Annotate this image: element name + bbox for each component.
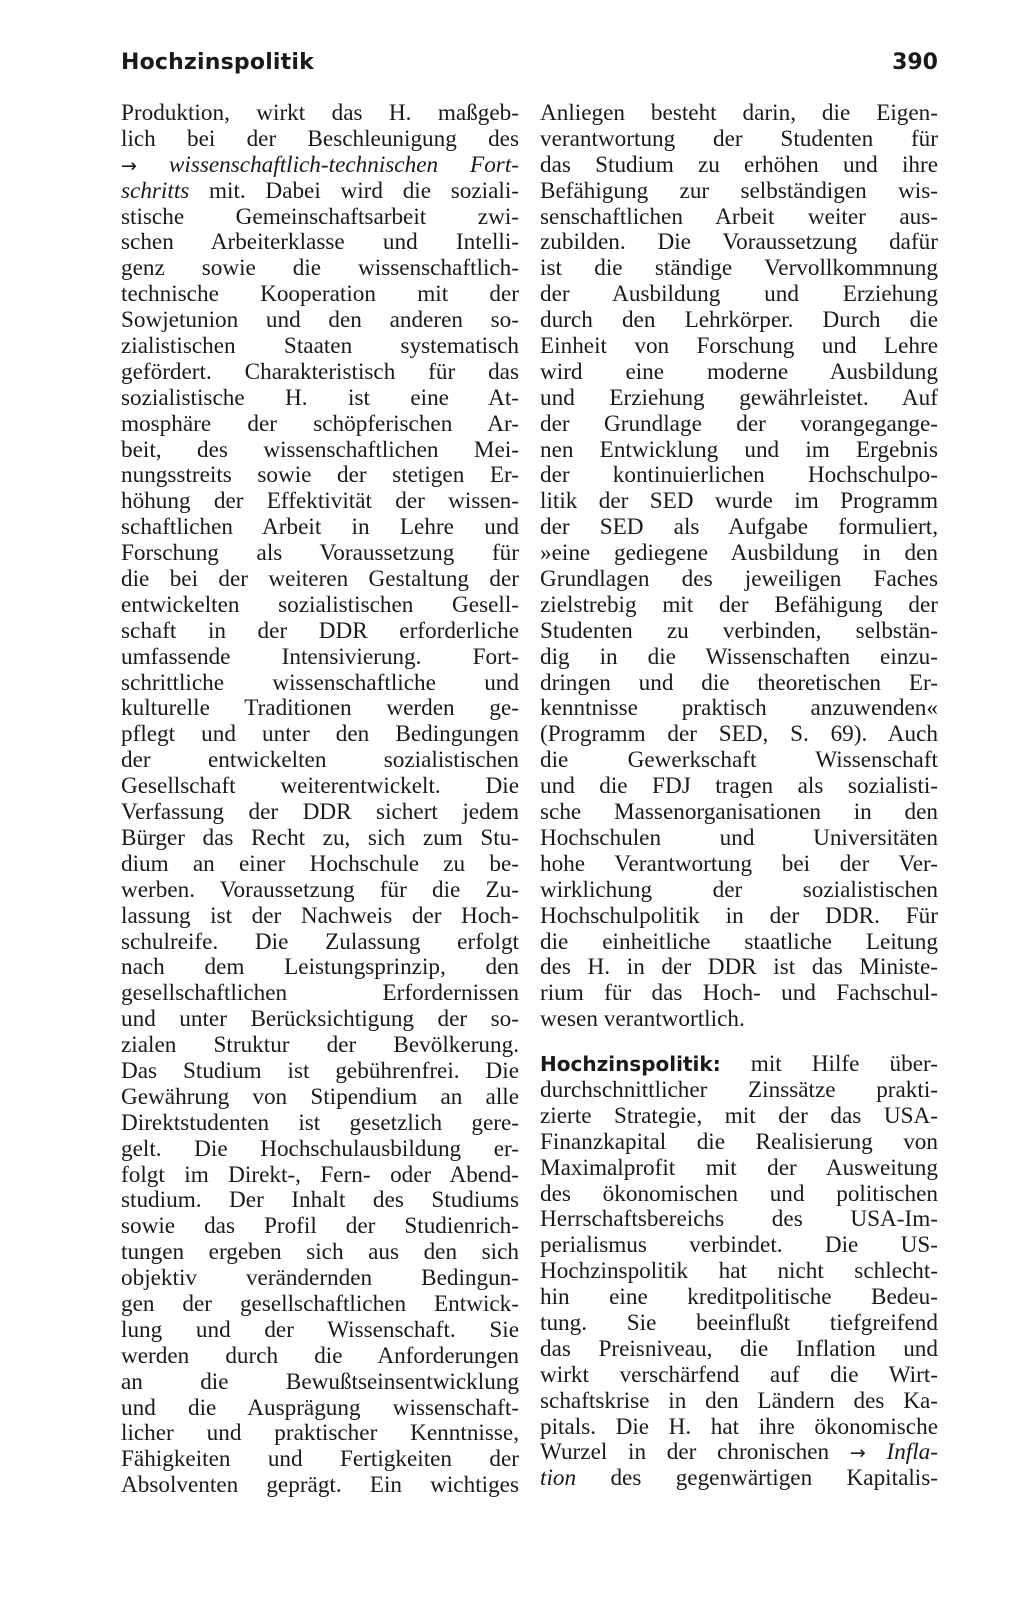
text-line: dig in die Wissenschaften einzu- <box>540 644 938 670</box>
text-line: Forschung als Voraussetzung für <box>121 541 519 567</box>
text-line: des H. in der DDR ist das Ministe- <box>540 955 938 981</box>
text-line: durch den Lehrkörper. Durch die <box>540 308 938 334</box>
text-line: Sowjetunion und den anderen so- <box>121 308 519 334</box>
text-line: der Grundlage der vorangegange- <box>540 411 938 437</box>
text-line: Studenten zu verbinden, selbstän- <box>540 618 938 644</box>
text-line: zubilden. Die Voraussetzung dafür <box>540 230 938 256</box>
text-line: nen Entwicklung und im Ergebnis <box>540 437 938 463</box>
text-line: Hochschulen und Universitäten <box>540 825 938 851</box>
text-line: und Erziehung gewährleistet. Auf <box>540 385 938 411</box>
text-line: Gewährung von Stipendium an alle <box>121 1084 519 1110</box>
cross-reference-link[interactable]: tion <box>540 1466 577 1492</box>
text-line: werben. Voraussetzung für die Zu- <box>121 877 519 903</box>
text-line: stische Gemeinschaftsarbeit zwi- <box>121 204 519 230</box>
text-line: studium. Der Inhalt des Studiums <box>121 1188 519 1214</box>
text-fragment: mit Hilfe über- <box>720 1052 938 1078</box>
text-fragment: des gegenwärtigen Kapitalis- <box>576 1466 938 1492</box>
text-line: Absolventen geprägt. Ein wichtiges <box>121 1473 519 1499</box>
text-line: die Gewerkschaft Wissenschaft <box>540 748 938 774</box>
text-line: wesen verantwortlich. <box>540 1007 745 1033</box>
text-line: gefördert. Charakteristisch für das <box>121 359 519 385</box>
text-line: genz sowie die wissenschaftlich- <box>121 256 519 282</box>
text-line: umfassende Intensivierung. Fort- <box>121 644 519 670</box>
text-line: Einheit von Forschung und Lehre <box>540 334 938 360</box>
text-line: zierte Strategie, mit der das USA- <box>540 1103 938 1129</box>
text-line: zialistischen Staaten systematisch <box>121 334 519 360</box>
text-line: lung und der Wissenschaft. Sie <box>121 1317 519 1343</box>
text-line: verantwortung der Studenten für <box>540 126 938 152</box>
text-line: an die Bewußtseinsentwicklung <box>121 1369 519 1395</box>
entry-separator <box>540 1033 938 1052</box>
text-line: das Preisniveau, die Inflation und <box>540 1336 938 1362</box>
cross-reference-arrow-icon: → <box>121 154 137 177</box>
text-line: (Programm der SED, S. 69). Auch <box>540 722 938 748</box>
text-line <box>121 179 519 205</box>
text-line: pitals. Die H. hat ihre ökonomische <box>540 1414 938 1440</box>
text-line: schulreife. Die Zulassung erfolgt <box>121 929 519 955</box>
text-line: zialen Struktur der Bevölkerung. <box>121 1033 519 1059</box>
text-line: dium an einer Hochschule zu be- <box>121 851 519 877</box>
text-line: schaftskrise in den Ländern des Ka- <box>540 1388 938 1414</box>
text-line: Hochzinspolitik hat nicht schlecht- <box>540 1259 938 1285</box>
text-line: Befähigung zur selbständigen wis- <box>540 178 938 204</box>
text-line: Herrschaftsbereichs des USA-Im- <box>540 1207 938 1233</box>
running-head: Hochzinspolitik <box>121 50 314 75</box>
text-line: die einheitliche staatliche Leitung <box>540 929 938 955</box>
text-line: und unter Berücksichtigung der so- <box>121 1007 519 1033</box>
text-line: Grundlagen des jeweiligen Faches <box>540 567 938 593</box>
text-line: Anliegen besteht darin, die Eigen- <box>540 101 938 126</box>
text-line: mosphäre der schöpferischen Ar- <box>121 411 519 437</box>
text-line: folgt im Direkt-, Fern- oder Abend- <box>121 1162 519 1188</box>
text-line: licher und praktischer Kenntnisse, <box>121 1421 519 1447</box>
text-line: lich bei der Beschleunigung des <box>121 126 519 152</box>
text-line: nach dem Leistungsprinzip, den <box>121 955 519 981</box>
text-line: beit, des wissenschaftlichen Mei- <box>121 437 519 463</box>
text-line: Produktion, wirkt das H. maßgeb- <box>121 101 519 126</box>
text-line: und die FDJ tragen als sozialisti- <box>540 774 938 800</box>
text-line: hin eine kreditpolitische Bedeu- <box>540 1285 938 1311</box>
text-line: Verfassung der DDR sichert jedem <box>121 800 519 826</box>
text-line: höhung der Effektivität der wissen- <box>121 489 519 515</box>
text-line: lassung ist der Nachweis der Hoch- <box>121 903 519 929</box>
text-line: tung. Sie beeinflußt tiefgreifend <box>540 1310 938 1336</box>
text-line: und die Ausprägung wissenschaft- <box>121 1395 519 1421</box>
left-column <box>121 101 519 1499</box>
cross-reference-link[interactable]: schritts <box>121 178 190 204</box>
cross-reference-link[interactable]: Infla- <box>865 1440 938 1466</box>
page-number: 390 <box>892 50 938 75</box>
text-line: schrittliche wissenschaftliche und <box>121 670 519 696</box>
text-line: Finanzkapital die Realisierung von <box>540 1129 938 1155</box>
cross-reference-link[interactable]: wissenschaftlich-technischen Fort- <box>168 152 519 178</box>
text-line <box>540 1052 938 1078</box>
text-line: zielstrebig mit der Befähigung der <box>540 592 938 618</box>
text-line: objektiv verändernden Bedingun- <box>121 1266 519 1292</box>
text-line: das Studium zu erhöhen und ihre <box>540 152 938 178</box>
text-line: schaft in der DDR erforderliche <box>121 618 519 644</box>
text-line: sozialistische H. ist eine At- <box>121 385 519 411</box>
text-line: schaftlichen Arbeit in Lehre und <box>121 515 519 541</box>
text-line: nungsstreits sowie der stetigen Er- <box>121 463 519 489</box>
text-line: werden durch die Anforderungen <box>121 1343 519 1369</box>
text-fragment: Wurzel in der chronischen <box>540 1440 850 1466</box>
text-line <box>121 153 519 179</box>
right-column <box>540 101 938 1492</box>
text-line: gelt. Die Hochschulausbildung er- <box>121 1136 519 1162</box>
text-line: die bei der weiteren Gestaltung der <box>121 567 519 593</box>
cross-reference-arrow-icon: → <box>849 1442 866 1465</box>
text-line: rium für das Hoch- und Fachschul- <box>540 981 938 1007</box>
text-line <box>540 1440 938 1466</box>
entry-headword: Hochzinspolitik: <box>540 1052 721 1077</box>
text-line: litik der SED wurde im Programm <box>540 489 938 515</box>
text-line: Maximalprofit mit der Ausweitung <box>540 1155 938 1181</box>
text-line: entwickelten sozialistischen Gesell- <box>121 592 519 618</box>
text-line: gesellschaftlichen Erfordernissen <box>121 981 519 1007</box>
text-line: pflegt und unter den Bedingungen <box>121 722 519 748</box>
text-line: sche Massenorganisationen in den <box>540 800 938 826</box>
text-line: technische Kooperation mit der <box>121 282 519 308</box>
text-line: wirklichung der sozialistischen <box>540 877 938 903</box>
text-line: wird eine moderne Ausbildung <box>540 359 938 385</box>
text-line: der Ausbildung und Erziehung <box>540 282 938 308</box>
text-line: kulturelle Traditionen werden ge- <box>121 696 519 722</box>
text-line: »eine gediegene Ausbildung in den <box>540 541 938 567</box>
text-fragment: mit. Dabei wird die soziali- <box>189 178 519 204</box>
text-line: der SED als Aufgabe formuliert, <box>540 515 938 541</box>
text-line: kenntnisse praktisch anzuwenden« <box>540 696 938 722</box>
text-line: dringen und die theoretischen Er- <box>540 670 938 696</box>
text-line: Hochschulpolitik in der DDR. Für <box>540 903 938 929</box>
text-line: der entwickelten sozialistischen <box>121 748 519 774</box>
text-line: Fähigkeiten und Fertigkeiten der <box>121 1447 519 1473</box>
text-line: hohe Verantwortung bei der Ver- <box>540 851 938 877</box>
text-line: ist die ständige Vervollkommnung <box>540 256 938 282</box>
text-line <box>540 1466 938 1492</box>
text-line: des ökonomischen und politischen <box>540 1181 938 1207</box>
text-line: Gesellschaft weiterentwickelt. Die <box>121 774 519 800</box>
text-line: der kontinuierlichen Hochschulpo- <box>540 463 938 489</box>
text-line: Bürger das Recht zu, sich zum Stu- <box>121 825 519 851</box>
text-line: senschaftlichen Arbeit weiter aus- <box>540 204 938 230</box>
text-line: tungen ergeben sich aus den sich <box>121 1240 519 1266</box>
text-line: schen Arbeiterklasse und Intelli- <box>121 230 519 256</box>
text-line: wirkt verschärfend auf die Wirt- <box>540 1362 938 1388</box>
text-line: sowie das Profil der Studienrich- <box>121 1214 519 1240</box>
text-line: Das Studium ist gebührenfrei. Die <box>121 1058 519 1084</box>
text-line: gen der gesellschaftlichen Entwick- <box>121 1291 519 1317</box>
text-line: Direktstudenten ist gesetzlich gere- <box>121 1110 519 1136</box>
page-header <box>121 50 938 86</box>
text-line: perialismus verbindet. Die US- <box>540 1233 938 1259</box>
text-line: durchschnittlicher Zinssätze prakti- <box>540 1077 938 1103</box>
